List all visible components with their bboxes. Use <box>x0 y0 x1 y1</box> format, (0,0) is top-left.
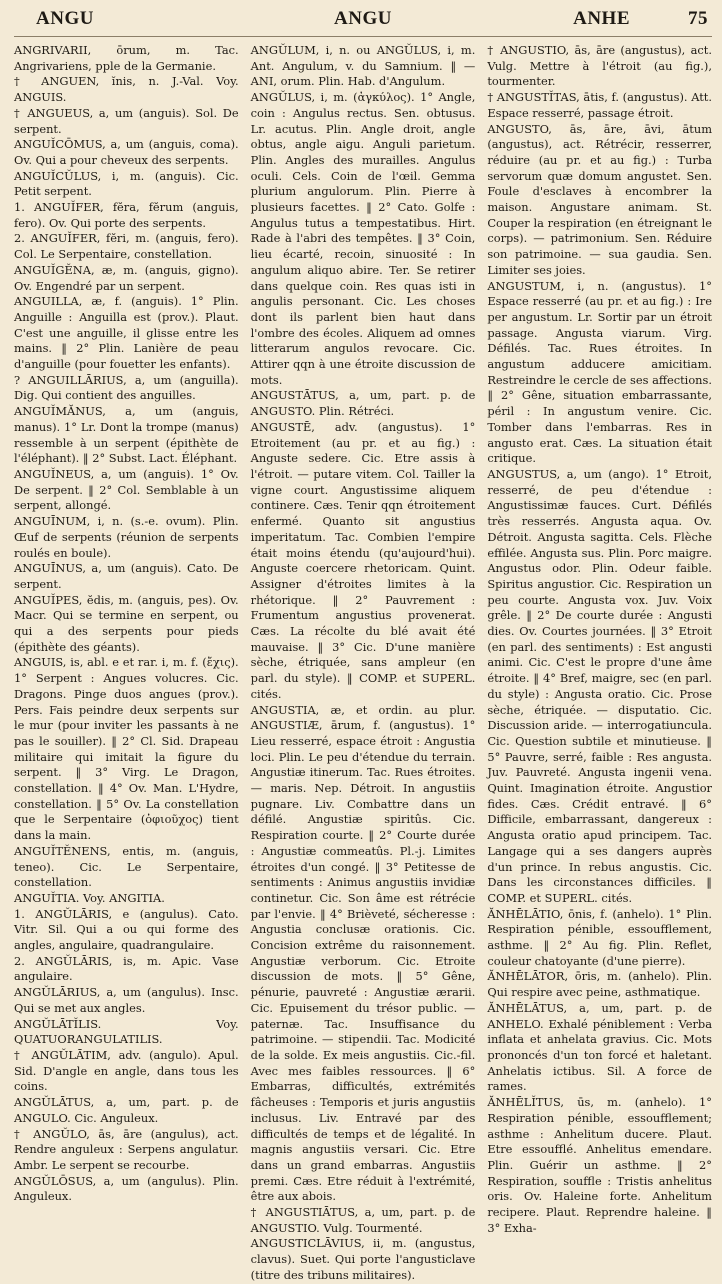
dictionary-entry: ĂNHĒLĀTOR, ōris, m. (anhelo). Plin. Qui respire avec peine, asthmatique. <box>487 969 712 1000</box>
header-right-guideword: ANHE <box>573 8 630 29</box>
dictionary-entry: ĂNHĒLĀTIO, ōnis, f. (anhelo). 1° Plin. Respiration pénible, essoufflement, asthme. ‖ 2° Au fig. Plin. Reflet, couleur chatoyante (d'une pierre). <box>487 906 712 968</box>
text-columns <box>14 43 712 1282</box>
dictionary-entry: ANGUĬGĔNA, æ, m. (anguis, gigno). Ov. Engendré par un serpent. <box>14 262 239 293</box>
dictionary-entry: ANGUĪNUS, a, um (anguis). Cato. De serpent. <box>14 561 239 591</box>
header-center-guideword: ANGU <box>334 8 392 29</box>
dictionary-entry: † ANGŬLĀTIM, adv. (angulo). Apul. Sid. D'angle en angle, dans tous les coins. <box>14 1048 239 1094</box>
dictionary-entry: ĂNHĒLĬTUS, ūs, m. (anhelo). 1° Respiration pénible, essoufflement; asthme : Anhelitum ducere. Plaut. Etre essoufflé. Anhelitus emendare. Plin. Guérir un asthme. ‖ 2° Respiration, souffle : Tristis anhelitus oris. Ov. Haleine forte. Anhelitum recipere. Plaut. Reprendre haleine. ‖ 3° Exha- <box>487 1095 712 1235</box>
dictionary-entry: ANGUSTUM, i, n. (angustus). 1° Espace resserré (au pr. et au fig.) : Ire per angustum. Lr. Sortir par un étroit passage. Angusta viarum. Virg. Défilés. Tac. Rues étroites. In angustum adducere amicitiam. Restreindre le cercle de ses affections. ‖ 2° Gêne, situation embarrassante, péril : In angustum venire. Cic. Tomber dans l'embarras. Res in angusto erat. Cæs. La situation était critique. <box>487 278 712 466</box>
dictionary-entry: ANGUĬPES, ĕdis, m. (anguis, pes). Ov. Macr. Qui se termine en serpent, ou qui a des serpents pour pieds (épithète des géants). <box>14 592 239 654</box>
dictionary-entry: 1. ANGŬLĀRIS, e (angulus). Cato. Vitr. Sil. Qui a ou qui forme des angles, angulaire, quadrangulaire. <box>14 906 239 953</box>
header-right <box>479 8 712 30</box>
column-3 <box>487 43 712 1284</box>
dictionary-entry: ANGŬLŌSUS, a, um (angulus). Plin. Anguleux. <box>14 1173 239 1204</box>
running-header <box>14 8 712 37</box>
dictionary-entry: 1. ANGUĬFER, fĕra, fĕrum (anguis, fero). Ov. Qui porte des serpents. <box>14 200 239 230</box>
dictionary-entry: † ANGUEN, ĭnis, n. J.-Val. Voy. ANGUIS. <box>14 74 239 105</box>
dictionary-entry: ANGUĬTĔNENS, entis, m. (anguis, teneo). Cic. Le Serpentaire, constellation. <box>14 843 239 890</box>
page-number: 75 <box>688 8 708 29</box>
dictionary-entry: ANGŬLUS, i, m. (ἀγκύλος). 1° Angle, coin : Angulus rectus. Sen. obtusus. Lr. acutus. Plin. Angle droit, angle obtus, angle aigu. Anguli parietum. Plin. Angles des murailles. Angulus oculi. Cels. Coin de l'œil. Gemma plurium angulorum. Plin. Pierre à plusieurs facettes. ‖ 2° Cato. Golfe : Angulus tutus a tempestatibus. Hirt. Rade à l'abri des tempêtes. ‖ 3° Coin, lieu écarté, recoin, sinuosité : In angulum aliquo abire. Ter. Se retirer dans quelque coin. Res quas isti in angulis personant. Cic. Les choses dont ils parlent bien haut dans l'ombre des écoles. Aliquem ad omnes litterarum angulos revocare. Cic. Attirer qqn à une étroite discussion de mots. <box>250 90 476 387</box>
dictionary-entry: ANGUĬCŬLUS, i, m. (anguis). Cic. Petit serpent. <box>14 168 239 199</box>
dictionary-entry: ANGRIVARII, ōrum, m. Tac. Angrivariens, pple de la Germanie. <box>14 43 239 73</box>
dictionary-entry: ANGUSTUS, a, um (ango). 1° Etroit, resserré, de peu d'étendue : Angustissimæ fauces. Curt. Défilés très resserrés. Angusta aqua. Ov. Détroit. Angusta sagitta. Cels. Flèche effilée. Angusta sus. Plin. Porc maigre. Angustus odor. Plin. Odeur faible. Spiritus angustior. Cic. Respiration un peu courte. Angusta vox. Juv. Voix grêle. ‖ 2° De courte durée : Angusti dies. Ov. Courtes journées. ‖ 3° Etroit (en parl. des sentiments) : Est angusti animi. Cic. C'est le propre d'une âme étroite. ‖ 4° Bref, maigre, sec (en parl. du style) : Angusta oratio. Cic. Prose sèche, étriquée. — disputatio. Cic. Discussion aride. — interrogatiuncula. Cic. Question subtile et minutieuse. ‖ 5° Pauvre, serré, faible : Res angusta. Juv. Pauvreté. Angusta ingenii vena. Quint. Imagination étroite. Angustior fides. Cæs. Crédit entravé. ‖ 6° Difficile, embarrassant, dangereux : Angusta oratio apud principem. Tac. Langage qui a ses dangers auprès d'un prince. In rebus angustis. Cic. Dans les circonstances difficiles. ‖ COMP. et SUPERL. cités. <box>487 466 712 905</box>
dictionary-entry: 2. ANGUĬFER, fĕri, m. (anguis, fero). Col. Le Serpentaire, constellation. <box>14 231 239 262</box>
dictionary-entry: ANGUIS, is, abl. e et rar. i, m. f. (ἔχις). 1° Serpent : Angues volucres. Cic. Dragons. Pinge duos angues (prov.). Pers. Fais peindre deux serpents sur le mur (pour inviter les passants à ne pas le souiller). ‖ 2° Cl. Sid. Drapeau militaire qui imitait la figure du serpent. ‖ 3° Virg. Le Dragon, constellation. ‖ 4° Ov. Man. L'Hydre, constellation. ‖ 5° Ov. La constellation que le Serpentaire (ὀφιοῦχος) tient dans la main. <box>14 655 239 843</box>
dictionary-entry: † ANGŬLO, ās, āre (angulus), act. Rendre anguleux : Serpens angulatur. Ambr. Le serpent se recourbe. <box>14 1126 239 1172</box>
dictionary-entry: ANGŬLĀTUS, a, um, part. p. de ANGULO. Cic. Anguleux. <box>14 1095 239 1125</box>
dictionary-entry: ANGŬLUM, i, n. ou ANGŬLUS, i, m. Ant. Angulum, v. du Samnium. ‖ — ANI, orum. Plin. Hab. d'Angulum. <box>250 43 476 89</box>
dictionary-entry: † ANGUSTIO, ās, āre (angustus), act. Vulg. Mettre à l'étroit (au fig.), tourmenter. <box>487 43 712 89</box>
dictionary-entry: ANGUĬTIA. Voy. ANGITIA. <box>14 890 165 905</box>
column-1 <box>14 43 239 1284</box>
dictionary-entry: ANGŬLĀTĬLIS. Voy. QUATUORANGULATILIS. <box>14 1016 239 1047</box>
dictionary-entry: † ANGUEUS, a, um (anguis). Sol. De serpent. <box>14 105 239 136</box>
dictionary-entry: ANGUSTIA, æ, et ordin. au plur. ANGUSTIÆ, ārum, f. (angustus). 1° Lieu resserré, espace étroit : Angustia loci. Plin. Le peu d'étendue du terrain. Angustiæ itinerum. Tac. Rues étroites. — maris. Nep. Détroit. In angustiis pugnare. Liv. Combattre dans un défilé. Angustiæ spiritûs. Cic. Respiration courte. ‖ 2° Courte durée : Angustiæ commeatûs. Pl.-j. Limites étroites d'un congé. ‖ 3° Petitesse de sentiments : Animus angustiis invidiæ continetur. Cic. Son âme est rétrécie par l'envie. ‖ 4° Brièveté, sécheresse : Angustia conclusæ orationis. Cic. Concision extrême du raisonnement. Angustiæ verborum. Cic. Etroite discussion de mots. ‖ 5° Gêne, pénurie, pauvreté : Angustiæ ærarii. Cic. Epuisement du trésor public. — paternæ. Tac. Insuffisance du patrimoine. — stipendii. Tac. Modicité de la solde. Ex meis angustiis. Cic.-fil. Avec mes faibles ressources. ‖ 6° Embarras, difficultés, extrémités fâcheuses : Temporis et juris angustiis inclusus. Liv. Entravé par des difficultés de temps et de légalité. In magnis angustiis versari. Cic. Etre dans un grand embarras. Angustiis premi. Cæs. Etre réduit à l'extrémité, être aux abois. <box>250 702 476 1204</box>
header-left-guideword: ANGU <box>36 8 94 29</box>
dictionary-entry: † ANGUSTĬTAS, ātis, f. (angustus). Att. Espace resserré, passage étroit. <box>487 90 712 120</box>
dictionary-entry: † ANGUSTIĀTUS, a, um, part. p. de ANGUSTIO. Vulg. Tourmenté. <box>250 1205 476 1235</box>
column-2 <box>251 43 476 1284</box>
dictionary-entry: ĂNHĒLĀTUS, a, um, part. p. de ANHELO. Exhalé péniblement : Verba inflata et anhelata gravius. Cic. Mots prononcés d'un ton forcé et haletant. Anhelatis ictibus. Sil. A force de rames. <box>487 1000 712 1094</box>
dictionary-entry: ANGUSTĀTUS, a, um, part. p. de ANGUSTO. Plin. Rétréci. <box>250 388 476 419</box>
dictionary-entry: ANGUSTĒ, adv. (angustus). 1° Etroitement (au pr. et au fig.) : Anguste sedere. Cic. Etre assis à l'étroit. — putare vitem. Col. Tailler la vigne court. Angustissime aliquem continere. Cæs. Tenir qqn étroitement enfermé. Quanto sit angustius imperitatum. Tac. Combien l'empire était moins étendu (qu'aujourd'hui). Anguste coercere rhetoricam. Quint. Assigner d'étroites limites à la rhétorique. ‖ 2° Pauvrement : Frumentum angustius provenerat. Cæs. La récolte du blé avait été mauvaise. ‖ 3° Cic. D'une manière sèche, étriquée, sans ampleur (en parl. du style). ‖ COMP. et SUPERL. cités. <box>250 419 476 701</box>
dictionary-entry: ANGUĬNEUS, a, um (anguis). 1° Ov. De serpent. ‖ 2° Col. Semblable à un serpent, allongé. <box>14 466 239 513</box>
dictionary-entry: ANGUSTO, ās, āre, āvi, ātum (angustus), act. Rétrécir, resserrer, réduire (au pr. et au fig.) : Turba servorum quæ domum angustet. Sen. Foule d'esclaves à encombrer la maison. Angustare animam. St. Couper la respiration (en étreignant le corps). — patrimonium. Sen. Réduire son patrimoine. — sua gaudia. Sen. Limiter ses joies. <box>487 121 712 277</box>
dictionary-entry: ANGUĬMĂNUS, a, um (anguis, manus). 1° Lr. Dont la trompe (manus) ressemble à un serpent (épithète de l'éléphant). ‖ 2° Subst. Lact. Éléphant. <box>14 404 239 466</box>
dictionary-entry: ANGUSTICLĀVIUS, ii, m. (angustus, clavus). Suet. Qui porte l'angusticlave (titre des tribuns militaires). <box>250 1236 476 1282</box>
dictionary-entry: ANGUĪNUM, i, n. (s.-e. ovum). Plin. Œuf de serpents (réunion de serpents roulés en boule). <box>14 514 239 560</box>
dictionary-entry: ANGUILLA, æ, f. (anguis). 1° Plin. Anguille : Anguilla est (prov.). Plaut. C'est une anguille, il glisse entre les mains. ‖ 2° Plin. Lanière de peau d'anguille (pour fouetter les enfants). <box>14 294 239 372</box>
dictionary-entry: 2. ANGŬLĀRIS, is, m. Apic. Vase angulaire. <box>14 953 239 984</box>
dictionary-entry: ANGUĬCŌMUS, a, um (anguis, coma). Ov. Qui a pour cheveux des serpents. <box>14 137 239 167</box>
dictionary-entry: ? ANGUILLĀRIUS, a, um (anguilla). Dig. Qui contient des anguilles. <box>14 372 239 403</box>
dictionary-entry: ANGŬLĀRIUS, a, um (angulus). Insc. Qui se met aux angles. <box>14 985 239 1015</box>
